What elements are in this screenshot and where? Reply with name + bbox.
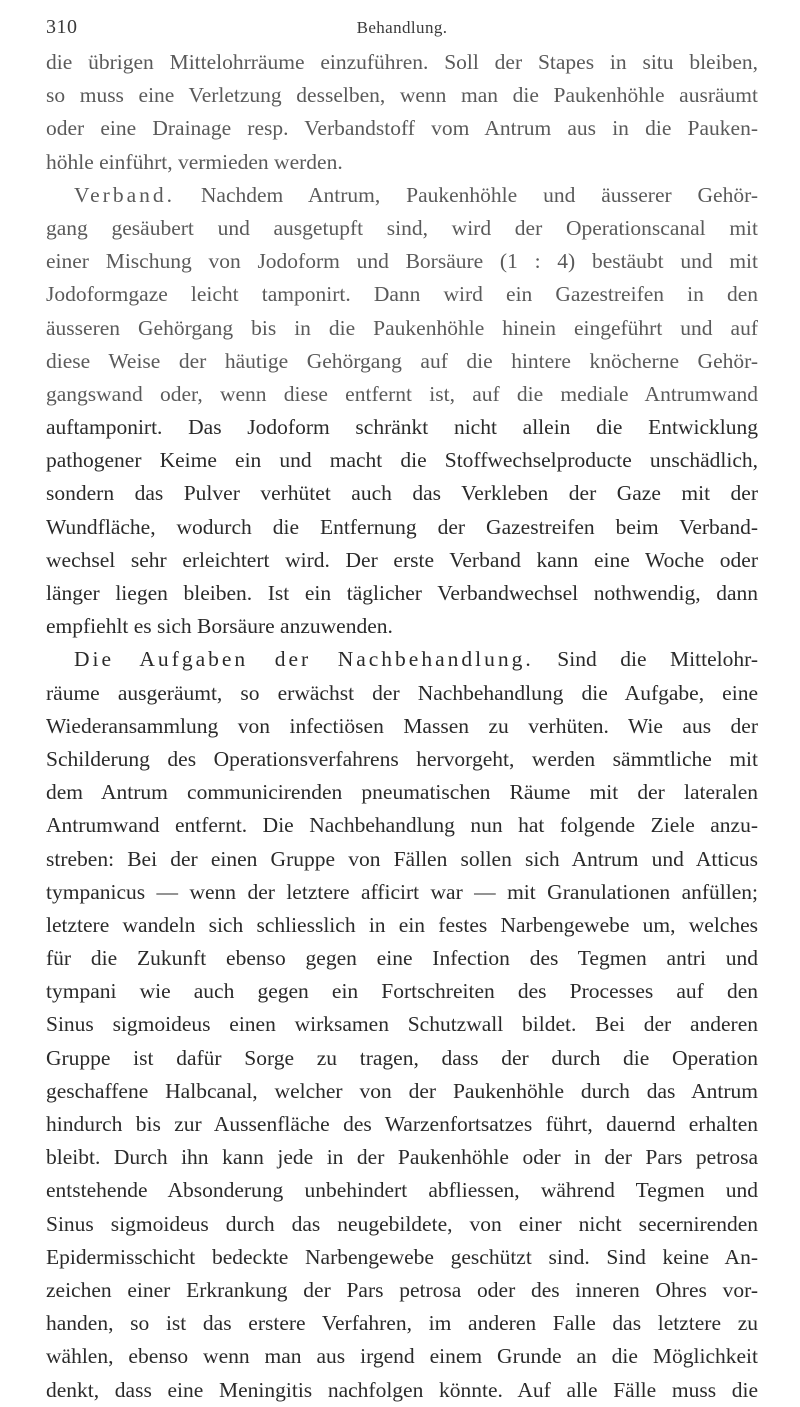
text-line: wählen, ebenso wenn man aus irgend einem Grunde an die Möglichkeit <box>46 1344 758 1369</box>
running-title: Behandlung. <box>356 18 448 37</box>
text-line: Sinus sigmoideus durch das neugebildete, von einer nicht secernirenden <box>46 1211 758 1236</box>
text-line: tympani wie auch gegen ein Fortschreiten des Processes auf den <box>46 979 758 1004</box>
text-line-section-verband: Verband. Nachdem Antrum, Paukenhöhle und äusserer Gehör- <box>74 182 758 207</box>
text-line: sondern das Pulver verhütet auch das Verkleben der Gaze mit der <box>46 481 758 506</box>
text-line: pathogener Keime ein und macht die Stoffwechselproducte unschädlich, <box>46 448 758 473</box>
text-line: bleibt. Durch ihn kann jede in der Paukenhöhle oder in der Pars petrosa <box>46 1145 758 1170</box>
text-line: äusseren Gehörgang bis in die Paukenhöhle hinein eingeführt und auf <box>46 315 758 340</box>
text-line: tympanicus — wenn der letztere afficirt war — mit Granulationen anfüllen; <box>46 879 758 904</box>
text-line: auftamponirt. Das Jodoform schränkt nicht allein die Entwicklung <box>46 415 758 440</box>
text-line: letztere wandeln sich schliesslich in ein festes Narbengewebe um, welches <box>46 912 758 937</box>
text-line: Sinus sigmoideus einen wirksamen Schutzwall bildet. Bei der anderen <box>46 1012 758 1037</box>
book-page <box>46 16 758 1402</box>
text-line: hindurch bis zur Aussenfläche des Warzenfortsatzes führt, dauernd erhalten <box>46 1112 758 1136</box>
text-line: gangswand oder, wenn diese entfernt ist, auf die mediale Antrumwand <box>46 381 758 406</box>
text-line: die übrigen Mittelohrräume einzuführen. Soll der Stapes in situ bleiben, <box>46 50 758 74</box>
text-line: Jodoformgaze leicht tamponirt. Dann wird ein Gazestreifen in den <box>46 282 758 307</box>
text-line: oder eine Drainage resp. Verbandstoff vom Antrum aus in die Pauken- <box>46 116 758 141</box>
text-line: empfiehlt es sich Borsäure anzuwenden. <box>46 614 393 639</box>
text-line: höhle einführt, vermieden werden. <box>46 149 343 174</box>
text-line: Epidermisschicht bedeckte Narbengewebe geschützt sind. Sind keine An- <box>46 1244 758 1269</box>
body-text <box>46 46 758 1407</box>
text-line: entstehende Absonderung unbehindert abfliessen, während Tegmen und <box>46 1178 758 1203</box>
text-line: geschaffene Halbcanal, welcher von der Paukenhöhle durch das Antrum <box>46 1078 758 1103</box>
section-heading: Die Aufgaben der Nachbehandlung. <box>74 647 534 672</box>
section-heading: Verband. <box>74 182 176 207</box>
text-line: handen, so ist das erstere Verfahren, im anderen Falle das letztere zu <box>46 1311 758 1336</box>
text-line: streben: Bei der einen Gruppe von Fällen sollen sich Antrum und Atticus <box>46 846 758 871</box>
text-line: wechsel sehr erleichtert wird. Der erste Verband kann eine Woche oder <box>46 547 758 572</box>
text-line: so muss eine Verletzung desselben, wenn man die Paukenhöhle ausräumt <box>46 83 758 108</box>
text-line: Antrumwand entfernt. Die Nachbehandlung nun hat folgende Ziele anzu- <box>46 813 758 838</box>
text-line: diese Weise der häutige Gehörgang auf die hintere knöcherne Gehör- <box>46 348 758 373</box>
text-line: einer Mischung von Jodoform und Borsäure (1 : 4) bestäubt und mit <box>46 249 758 274</box>
text-line: gang gesäubert und ausgetupft sind, wird der Operationscanal mit <box>46 215 758 240</box>
text-line: zeichen einer Erkrankung der Pars petrosa oder des inneren Ohres vor- <box>46 1277 758 1302</box>
text-line: länger liegen bleiben. Ist ein täglicher Verbandwechsel nothwendig, dann <box>46 581 758 605</box>
text-line-section-nachbehandlung: Die Aufgaben der Nachbehandlung. Sind die Mittelohr- <box>74 647 758 672</box>
text-line: Schilderung des Operationsverfahrens hervorgeht, werden sämmtliche mit <box>46 746 758 771</box>
text-line: räume ausgeräumt, so erwächst der Nachbehandlung die Aufgabe, eine <box>46 680 758 705</box>
text-line: Wundfläche, wodurch die Entfernung der Gazestreifen beim Verband- <box>46 514 758 539</box>
running-head <box>46 16 758 46</box>
text-line: Wiederansammlung von infectiösen Massen zu verhüten. Wie aus der <box>46 713 758 738</box>
text-line: dem Antrum communicirenden pneumatischen Räume mit der lateralen <box>46 780 758 805</box>
text-line: Gruppe ist dafür Sorge zu tragen, dass der durch die Operation <box>46 1045 758 1070</box>
text-line: für die Zukunft ebenso gegen eine Infection des Tegmen antri und <box>46 946 758 971</box>
text-line: denkt, dass eine Meningitis nachfolgen könnte. Auf alle Fälle muss die <box>46 1377 758 1402</box>
page-number: 310 <box>46 16 78 38</box>
